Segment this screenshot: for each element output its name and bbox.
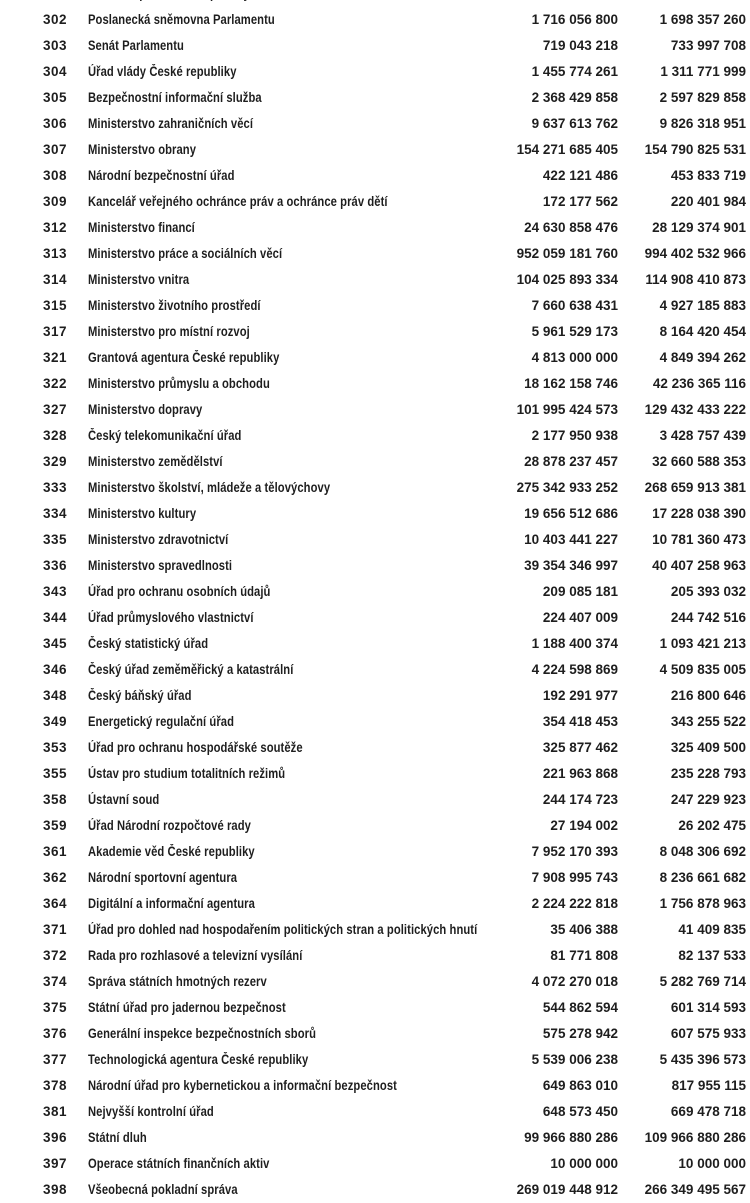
amount-column-2: 1 756 878 963 (659, 896, 746, 911)
chapter-code: 312 (43, 220, 68, 235)
table-row (0, 761, 750, 787)
chapter-code: 376 (43, 1026, 68, 1041)
amount-column-1: 422 121 486 (542, 168, 618, 183)
amount-column-1: 575 278 942 (542, 1026, 618, 1041)
chapter-name: Úřad pro ochranu osobních údajů (88, 584, 271, 599)
chapter-name: Ministerstvo spravedlnosti (88, 558, 233, 573)
chapter-name: Akademie věd České republiky (88, 844, 255, 859)
chapter-name: Digitální a informační agentura (88, 896, 255, 911)
table-row (0, 345, 750, 371)
amount-column-2: 3 428 757 439 (659, 428, 746, 443)
amount-column-1: 269 019 448 912 (516, 1182, 618, 1197)
amount-column-1: 2 177 950 938 (531, 428, 618, 443)
table-row (0, 813, 750, 839)
table-row (0, 891, 750, 917)
table-row (0, 371, 750, 397)
chapter-code: 305 (43, 90, 68, 105)
table-row (0, 683, 750, 709)
amount-column-2: 343 255 522 (670, 714, 746, 729)
amount-column-2: 9 826 318 951 (659, 116, 746, 131)
chapter-name: Ministerstvo zdravotnictví (88, 532, 229, 547)
chapter-code: 304 (43, 64, 68, 79)
chapter-name: Rada pro rozhlasové a televizní vysílání (88, 948, 303, 963)
amount-column-2: 994 402 532 966 (644, 246, 746, 261)
chapter-name: Český statistický úřad (88, 636, 209, 651)
amount-column-2: 235 228 793 (670, 766, 746, 781)
table-row (0, 85, 750, 111)
chapter-name: Ministerstvo dopravy (88, 402, 203, 417)
chapter-code: 329 (43, 454, 68, 469)
chapter-code: 396 (43, 1130, 68, 1145)
chapter-code: 343 (43, 584, 68, 599)
chapter-code: 371 (43, 922, 68, 937)
chapter-name: Ministerstvo životního prostředí (88, 298, 261, 313)
chapter-code: 314 (43, 272, 68, 287)
chapter-code: 359 (43, 818, 68, 833)
table-row (0, 969, 750, 995)
chapter-code: 303 (43, 38, 68, 53)
amount-column-1: 2 368 429 858 (531, 90, 618, 105)
table-row (0, 1021, 750, 1047)
amount-column-1: 101 995 424 573 (516, 402, 618, 417)
chapter-code: 313 (43, 246, 68, 261)
chapter-code: 398 (43, 1182, 68, 1197)
chapter-name: Kancelář veřejného ochránce práv a ochránce práv dětí (88, 194, 388, 209)
amount-column-1: 649 863 010 (542, 1078, 618, 1093)
amount-column-2: 4 927 185 883 (659, 298, 746, 313)
chapter-name (88, 0, 283, 7)
chapter-code: 333 (43, 480, 68, 495)
amount-column-2: 8 236 661 682 (659, 870, 746, 885)
chapter-name: Národní bezpečnostní úřad (88, 168, 235, 183)
chapter-code: 308 (43, 168, 68, 183)
chapter-code: 353 (43, 740, 68, 755)
table-row (0, 137, 750, 163)
chapter-name: Generální inspekce bezpečnostních sborů (88, 1026, 317, 1041)
amount-column-2: 40 407 258 963 (652, 558, 746, 573)
chapter-code: 307 (43, 142, 68, 157)
chapter-code: 346 (43, 662, 68, 677)
amount-column-1: 10 403 441 227 (524, 532, 618, 547)
amount-column-1: 544 862 594 (542, 1000, 618, 1015)
chapter-name: Úřad pro ochranu hospodářské soutěže (88, 740, 303, 755)
amount-column-2: 453 833 719 (670, 168, 746, 183)
chapter-name: Energetický regulační úřad (88, 714, 235, 729)
chapter-name: Český telekomunikační úřad (88, 428, 242, 443)
chapter-name: Ministerstvo obrany (88, 142, 197, 157)
chapter-code: 362 (43, 870, 68, 885)
amount-column-1: 81 771 808 (550, 948, 618, 963)
amount-column-1: 1 716 056 800 (531, 12, 618, 27)
amount-column-2: 2 597 829 858 (659, 90, 746, 105)
chapter-name: Český úřad zeměměřický a katastrální (88, 662, 294, 677)
amount-column-2: 216 800 646 (670, 688, 746, 703)
table-row (0, 449, 750, 475)
amount-column-2: 109 966 880 286 (644, 1130, 746, 1145)
amount-column-2: 5 282 769 714 (659, 974, 746, 989)
chapter-name: Ministerstvo práce a sociálních věcí (88, 246, 283, 261)
chapter-name: Státní úřad pro jadernou bezpečnost (88, 1000, 286, 1015)
amount-column-2: 8 164 420 454 (659, 324, 746, 339)
amount-column-2: 247 229 923 (670, 792, 746, 807)
amount-column-1: 719 043 218 (542, 38, 618, 53)
amount-column-2: 266 349 495 567 (644, 1182, 746, 1197)
table-row (0, 111, 750, 137)
amount-column-1: 325 877 462 (542, 740, 618, 755)
table-row (0, 1125, 750, 1151)
amount-column-1: 154 271 685 405 (516, 142, 618, 157)
amount-column-1: 27 194 002 (550, 818, 618, 833)
amount-column-1: 7 660 638 431 (531, 298, 618, 313)
table-row (0, 241, 750, 267)
chapter-code: 372 (43, 948, 68, 963)
amount-column-1: 4 813 000 000 (531, 350, 618, 365)
chapter-name: Ministerstvo školství, mládeže a tělovýchovy (88, 480, 331, 495)
table-row (0, 423, 750, 449)
chapter-name: Senát Parlamentu (88, 38, 184, 53)
amount-column-1: 104 025 893 334 (516, 272, 618, 287)
table-row (0, 267, 750, 293)
amount-column-2: 26 202 475 (678, 818, 746, 833)
table-row (0, 709, 750, 735)
chapter-name: Ministerstvo kultury (88, 506, 197, 521)
chapter-code: 322 (43, 376, 68, 391)
amount-column-1: 7 952 170 393 (531, 844, 618, 859)
amount-column-2: 28 129 374 901 (652, 220, 746, 235)
chapter-name: Národní sportovní agentura (88, 870, 238, 885)
amount-column-2: 32 660 588 353 (652, 454, 746, 469)
chapter-code: 397 (43, 1156, 68, 1171)
amount-column-2: 733 997 708 (670, 38, 746, 53)
amount-column-2: 220 401 984 (670, 194, 746, 209)
table-row (0, 943, 750, 969)
chapter-code: 302 (43, 12, 68, 27)
amount-column-1: 4 072 270 018 (531, 974, 618, 989)
amount-column-1: 7 908 995 743 (531, 870, 618, 885)
table-row (0, 59, 750, 85)
chapter-code: 381 (43, 1104, 68, 1119)
table-row (0, 995, 750, 1021)
amount-column-1: 39 354 346 997 (524, 558, 618, 573)
amount-column-2: 17 228 038 390 (652, 506, 746, 521)
chapter-code: 361 (43, 844, 68, 859)
amount-column-1: 1 455 774 261 (531, 64, 618, 79)
chapter-name: Úřad pro dohled nad hospodařením politických stran a politických hnutí (88, 922, 478, 937)
chapter-name: Úřad Národní rozpočtové rady (88, 818, 251, 833)
table-row (0, 215, 750, 241)
chapter-name: Ústavní soud (88, 792, 160, 807)
chapter-name: Ministerstvo průmyslu a obchodu (88, 376, 270, 391)
chapter-code: 315 (43, 298, 68, 313)
table-row (0, 1099, 750, 1125)
chapter-name: Úřad vlády České republiky (88, 64, 237, 79)
chapter-code: 345 (43, 636, 68, 651)
amount-column-1: 1 188 400 374 (531, 636, 618, 651)
chapter-name: Státní dluh (88, 1130, 147, 1145)
chapter-name: Ministerstvo vnitra (88, 272, 190, 287)
chapter-name: Ministerstvo financí (88, 220, 195, 235)
amount-column-2: 42 236 365 116 (652, 376, 746, 391)
table-row (0, 579, 750, 605)
amount-column-1: 275 342 933 252 (516, 480, 618, 495)
chapter-name: Ministerstvo zahraničních věcí (88, 116, 254, 131)
table-row (0, 631, 750, 657)
amount-column-1: 5 961 529 173 (531, 324, 618, 339)
table-row (0, 917, 750, 943)
table-row (0, 1047, 750, 1073)
table-row (0, 1151, 750, 1177)
amount-column-2: 129 432 433 222 (644, 402, 746, 417)
table-row (0, 501, 750, 527)
amount-column-1: 224 407 009 (542, 610, 618, 625)
amount-column-2: 244 742 516 (670, 610, 746, 625)
amount-column-2: 1 311 771 999 (660, 64, 746, 79)
chapter-code: 309 (43, 194, 68, 209)
table-row (0, 787, 750, 813)
table-row (0, 527, 750, 553)
amount-column-1: 28 878 237 457 (524, 454, 618, 469)
table-row (0, 1073, 750, 1099)
chapter-code: 375 (43, 1000, 68, 1015)
amount-column-2: 10 781 360 473 (652, 532, 746, 547)
chapter-code: 377 (43, 1052, 68, 1067)
chapter-code: 344 (43, 610, 68, 625)
table-row (0, 657, 750, 683)
chapter-code: 355 (43, 766, 68, 781)
table-row (0, 7, 750, 33)
chapter-name: Grantová agentura České republiky (88, 350, 280, 365)
table-row (0, 293, 750, 319)
amount-column-1: 952 059 181 760 (516, 246, 618, 261)
chapter-name: Operace státních finančních aktiv (88, 1156, 270, 1171)
chapter-code: 328 (43, 428, 68, 443)
amount-column-1: 9 637 613 762 (531, 116, 618, 131)
chapter-code: 335 (43, 532, 68, 547)
chapter-name: Nejvyšší kontrolní úřad (88, 1104, 214, 1119)
amount-column-1: 5 539 006 238 (531, 1052, 618, 1067)
amount-column-1: 24 630 858 476 (524, 220, 618, 235)
table-row-partially-clipped (0, 0, 750, 7)
amount-column-2: 1 698 357 260 (659, 12, 746, 27)
chapter-name: Bezpečnostní informační služba (88, 90, 262, 105)
chapter-name: Český báňský úřad (88, 688, 192, 703)
chapter-code: 378 (43, 1078, 68, 1093)
table-row (0, 475, 750, 501)
amount-column-2: 205 393 032 (670, 584, 746, 599)
table-row (0, 319, 750, 345)
amount-column-2: 268 659 913 381 (644, 480, 746, 495)
chapter-code: 374 (43, 974, 68, 989)
amount-column-2: 41 409 835 (678, 922, 746, 937)
chapter-name: Úřad průmyslového vlastnictví (88, 610, 254, 625)
chapter-name: Technologická agentura České republiky (88, 1052, 309, 1067)
amount-column-1: 4 224 598 869 (531, 662, 618, 677)
amount-column-1: 18 162 158 746 (524, 376, 618, 391)
table-row (0, 553, 750, 579)
chapter-code: 306 (43, 116, 68, 131)
amount-column-1: 648 573 450 (542, 1104, 618, 1119)
amount-column-2: 5 435 396 573 (659, 1052, 746, 1067)
amount-column-2: 4 509 835 005 (659, 662, 746, 677)
chapter-code: 334 (43, 506, 68, 521)
amount-column-1: 221 963 868 (542, 766, 618, 781)
amount-column-2: 817 955 115 (671, 1078, 746, 1093)
table-row (0, 163, 750, 189)
chapter-name: Ministerstvo pro místní rozvoj (88, 324, 250, 339)
table-row (0, 865, 750, 891)
chapter-name: Správa státních hmotných rezerv (88, 974, 267, 989)
table-row (0, 189, 750, 215)
amount-column-2: 8 048 306 692 (659, 844, 746, 859)
amount-column-2: 4 849 394 262 (659, 350, 746, 365)
chapter-code: 321 (43, 350, 68, 365)
amount-column-2: 114 908 410 873 (645, 272, 746, 287)
amount-column-2: 82 137 533 (678, 948, 746, 963)
amount-column-2: 154 790 825 531 (644, 142, 746, 157)
amount-column-1: 244 174 723 (542, 792, 618, 807)
chapter-code: 349 (43, 714, 68, 729)
amount-column-2: 601 314 593 (670, 1000, 746, 1015)
table-row (0, 735, 750, 761)
table-row (0, 839, 750, 865)
chapter-name: Ústav pro studium totalitních režimů (88, 766, 286, 781)
table-row (0, 1177, 750, 1203)
amount-column-1: 354 418 453 (542, 714, 618, 729)
chapter-code: 348 (43, 688, 68, 703)
amount-column-1: 2 224 222 818 (531, 896, 618, 911)
amount-column-1: 19 656 512 686 (524, 506, 618, 521)
chapter-name: Poslanecká sněmovna Parlamentu (88, 12, 275, 27)
amount-column-2: 607 575 933 (670, 1026, 746, 1041)
chapter-code: 358 (43, 792, 68, 807)
chapter-name: Ministerstvo zemědělství (88, 454, 223, 469)
table-row (0, 397, 750, 423)
chapter-name: Národní úřad pro kybernetickou a informační bezpečnost (88, 1078, 397, 1093)
amount-column-2: 325 409 500 (670, 740, 746, 755)
chapter-code: 327 (43, 402, 68, 417)
amount-column-1: 192 291 977 (542, 688, 618, 703)
amount-column-1: 172 177 562 (542, 194, 618, 209)
amount-column-2: 10 000 000 (678, 1156, 746, 1171)
table-row (0, 33, 750, 59)
amount-column-1: 99 966 880 286 (524, 1130, 618, 1145)
table-row (0, 605, 750, 631)
amount-column-1: 35 406 388 (550, 922, 618, 937)
chapter-code: 336 (43, 558, 68, 573)
amount-column-2: 1 093 421 213 (659, 636, 746, 651)
chapter-code: 317 (43, 324, 68, 339)
amount-column-2: 669 478 718 (670, 1104, 746, 1119)
chapter-code: 364 (43, 896, 68, 911)
amount-column-1: 10 000 000 (550, 1156, 618, 1171)
chapter-name: Všeobecná pokladní správa (88, 1182, 238, 1197)
amount-column-1: 209 085 181 (542, 584, 618, 599)
